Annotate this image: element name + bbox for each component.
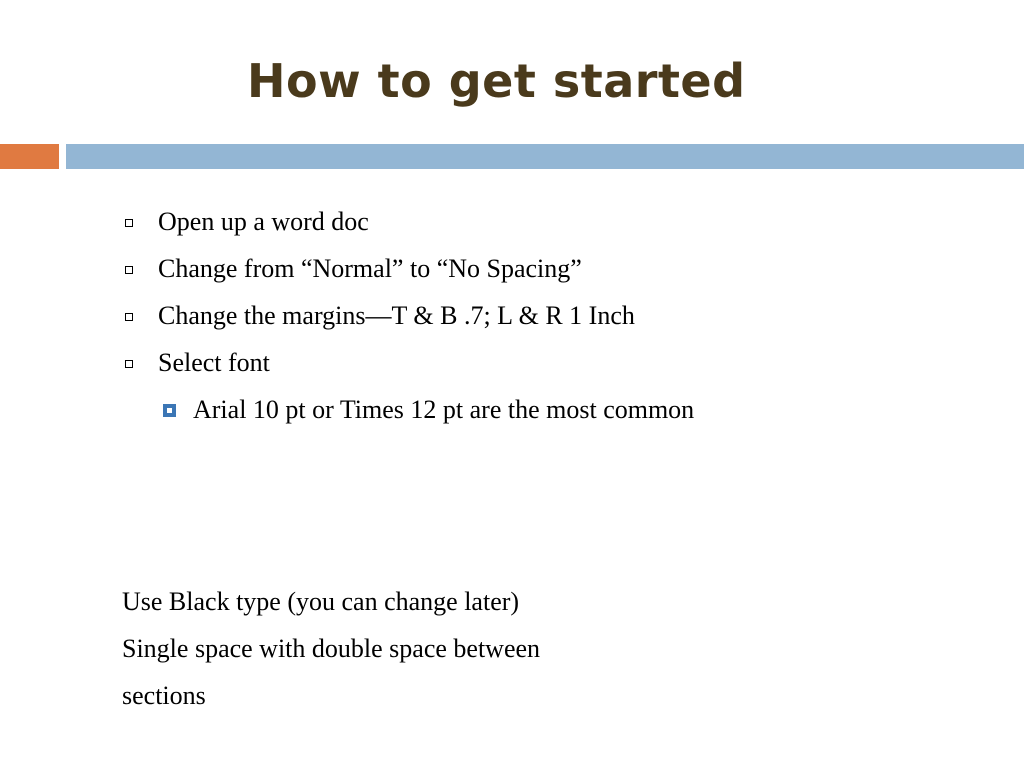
bullet-item: Open up a word doc (158, 207, 369, 236)
bullet-square-icon (125, 313, 133, 321)
accent-bar-blue (66, 144, 1024, 169)
note-line: Single space with double space between (122, 634, 541, 663)
bullet-square-icon (125, 360, 133, 368)
sub-bullet-square-icon (163, 404, 176, 417)
bullet-item: Change from “Normal” to “No Spacing” (158, 254, 582, 283)
bullet-square-icon (125, 219, 133, 227)
sub-bullet-item: Arial 10 pt or Times 12 pt are the most common (193, 395, 695, 424)
note-line: sections (122, 681, 206, 710)
bullet-item: Select font (158, 348, 270, 377)
accent-bar-orange (0, 144, 59, 169)
slide-title: How to get started (247, 54, 746, 108)
bullet-item: Change the margins—T & B .7; L & R 1 Inch (158, 301, 635, 330)
bullet-square-icon (125, 266, 133, 274)
note-line: Use Black type (you can change later) (122, 587, 520, 616)
